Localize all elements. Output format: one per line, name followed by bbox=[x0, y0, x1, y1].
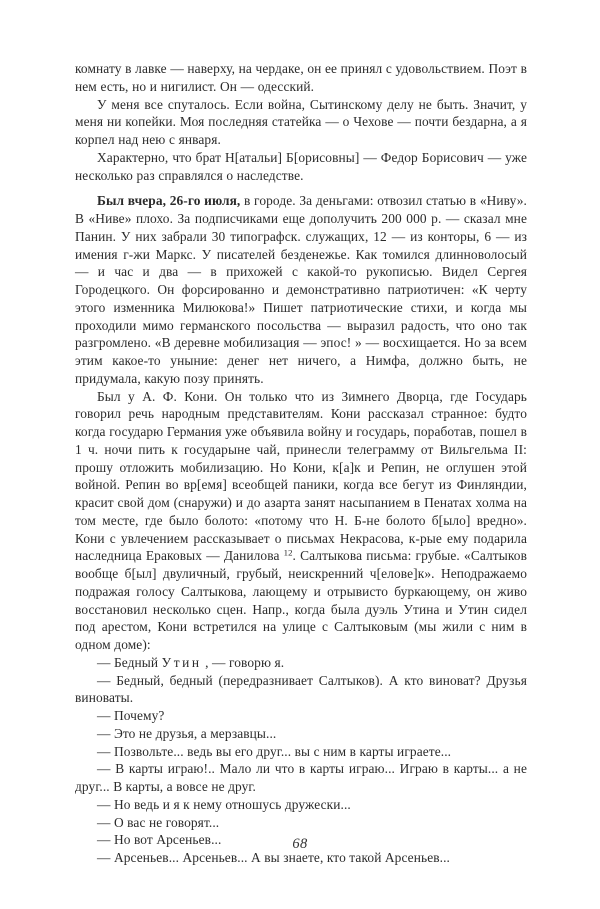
dialogue-text: Бедный, бедный (передразнивает Салтыков). А кто виноват? Друзья виноваты. bbox=[75, 672, 527, 706]
dialogue-dash: — bbox=[97, 832, 114, 848]
paragraph-text-after-footnote: . Салтыкова письма: грубые. «Салтыков вообще б[ыл] двуличный, грубый, неискренний ч[елове]к». Неподражаемо подражая голосу Салтыкова, лающему и отрывисто буркающему, он живо восстановил несколько сцен. Напр., когда была дуэль Утина и Утин сидел под арестом, Кони встретился на улице с Салтыковым (мы жили с ним в одном доме): bbox=[75, 548, 527, 652]
dialogue-dash: — bbox=[97, 672, 117, 688]
dialogue-line bbox=[75, 760, 527, 796]
dialogue-dash: — bbox=[97, 654, 114, 670]
dialogue-line bbox=[75, 743, 527, 761]
dialogue-text: Это не друзья, а мерзавцы... bbox=[113, 725, 277, 741]
footnote-marker[interactable]: 12 bbox=[283, 547, 293, 558]
dialogue-text: О вас не говорят... bbox=[113, 814, 220, 830]
dialogue-line bbox=[75, 814, 527, 832]
dialogue-line bbox=[75, 796, 527, 814]
dialogue-text: Арсеньев... Арсеньев... А вы знаете, кто такой Арсеньев... bbox=[113, 850, 451, 865]
dialogue-line bbox=[75, 725, 527, 743]
dialogue-text: Бедный bbox=[113, 654, 162, 670]
dialogue-line bbox=[75, 707, 527, 725]
entry-date-lead: Был вчера, 26-го июля, bbox=[97, 193, 241, 209]
dialogue-line bbox=[75, 654, 527, 672]
dialogue-dash: — bbox=[97, 850, 114, 865]
dialogue-line bbox=[75, 672, 527, 708]
paragraph-text-before-footnote: Был у А. Ф. Кони. Он только что из Зимнего Дворца, где Государь говорил речь народным представителям. Кони рассказал странное: будто когда государю Германия уже объявила войну и государь, поработав, пошел в 1 ч. ночи пить к государыне чай, принесли телеграмму от Вильгельма II: прошу отложить мобилизацию. Но Кони, к[а]к и Репин, не оглушен этой войной. Репин во вр[емя] всеобщей паники, когда все бегут из Финляндии, красит свой дом (снаружи) и до азарта занят насыпанием в Пенатах холма на том месте, где было болото: «потому что Н. Б-не болото б[ыло] вредно». Кони с увлечением рассказывает о письмах Некрасова, к-рые ему подарила наследница Ераковых — Данилова bbox=[75, 388, 527, 564]
dialogue-text: В карты играю!.. Мало ли что в карты играю... Играю в карты... а не друг... В карты, а вовсе не друг. bbox=[75, 761, 527, 794]
dialogue-dash: — bbox=[97, 708, 114, 723]
dialogue-dash: — bbox=[97, 796, 114, 812]
entry-body-text: в городе. За деньгами: отвозил статью в «Ниву». В «Ниве» плохо. За подписчиками еще дополучить 200 000 р. — сказал мне Панин. У них забрали 30 типографск. служащих, 12 — из конторы, 6 — из имения г-жи Маркс. У писателей безденежье. Как томился длинноволосый — и час и два — в прихожей с какой-то рукописью. Видел Сергея Городецкого. Он форсированно и демонстративно патриотичен: «К черту этого изменника Милюкова!» Пишет патриотические стихи, и когда мы проходили мимо германского посольства — выразил радость, что оно так разгромлено. «В деревне мобилизация — эпос! » — восхищается. Но за всем этим какое-то уныние: денег нет ничего, а Нимфа, должно быть, не придумала, какую позу принять. bbox=[75, 193, 527, 386]
dialogue-dash: — bbox=[97, 725, 114, 741]
dialogue-dash: — bbox=[97, 761, 116, 777]
paragraph-continued: комнату в лавке — наверху, на чердаке, он ее принял с удовольствием. Поэт в нем есть, но и нигилист. Он — одесский. bbox=[75, 61, 527, 94]
text-column bbox=[75, 60, 527, 867]
dialogue-text: Почему? bbox=[113, 708, 165, 723]
paragraph: Характерно, что брат Н[атальи] Б[орисовны] — Федор Борисович — уже несколько раз справлялся о наследстве. bbox=[75, 149, 527, 183]
dialogue-text: Но ведь и я к нему отношусь дружески... bbox=[113, 796, 351, 812]
dialogue-text: Но вот Арсеньев... bbox=[113, 832, 222, 848]
diary-entry-paragraph bbox=[75, 192, 527, 387]
dialogue-text-tail: , — говорю я. bbox=[201, 654, 285, 670]
dialogue-emphasis: Утин bbox=[161, 654, 202, 670]
paragraph: У меня все спуталось. Если война, Сытинскому делу не быть. Значит, у меня ни копейки. Моя последняя статейка — о Чехове — почти бездарна, а я корпел над нею с января. bbox=[75, 96, 527, 147]
dialogue-dash: — bbox=[97, 743, 114, 759]
page-number: 68 bbox=[292, 836, 308, 852]
paragraph-with-footnote bbox=[75, 388, 527, 654]
dialogue-text: Позвольте... ведь вы его друг... вы с ним в карты играете... bbox=[113, 743, 452, 759]
dialogue-dash: — bbox=[97, 814, 114, 830]
